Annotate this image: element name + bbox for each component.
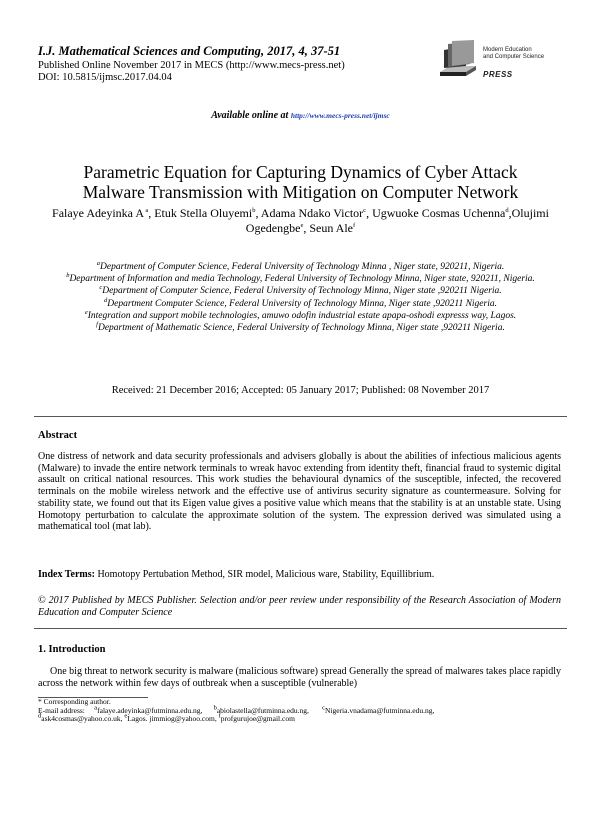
abstract-text: One distress of network and data security professionals and advisers globally is about the abilities of infectious malicious agents (Malware) to invade the entire network terminals to wreak havoc extending from identity theft, financial fraud to systemic digital assault on critical national resources. This work studies the behavioural dynamics of the susceptible, infected, the recovered terminals on the mobile wireless network and the effective use of antivirus security signature as countermeasure. Solving for stability state, we found out that its Eigen value gives a positive value which means that the stability is at an unstable state. Using Homotopy perturbation to calculate the approximate solution of the system. The expression derived was simulated using a mathematical tool (mat lab). xyxy=(38,451,561,533)
affiliation: $^b$Department of Information and media Technology, Federal University of Technology Minna, Niger state, 920211, Nigeria. xyxy=(66,272,535,285)
author: Etuk Stella Oluyemi$^b$, xyxy=(154,206,261,220)
author: Falaye Adeyinka A $^a$, xyxy=(52,206,155,220)
author: Olujimi Ogedengbe$^e$, xyxy=(245,206,549,235)
book-stack-icon xyxy=(436,40,480,80)
publisher-logo xyxy=(436,40,566,82)
logo-press: PRESS xyxy=(483,70,513,79)
journal-title: I.J. Mathematical Sciences and Computing, 2017, 4, 37-51 xyxy=(38,44,341,58)
email-list: $^d$ask4cosmas@yahoo.co.uk, $^e$Lagos. jimmiog@yahoo.com, $^f$profgurujoe@gmail.com xyxy=(38,712,295,724)
journal-url-link[interactable]: http://www.mecs-press.net/ijmsc xyxy=(290,111,390,120)
logo-text: Modern Education and Computer Science xyxy=(483,47,545,60)
published-line: Published Online November 2017 in MECS (http://www.mecs-press.net) xyxy=(38,60,345,71)
index-terms: Index Terms: Homotopy Pertubation Method, SIR model, Malicious ware, Stability, Equillibrium. xyxy=(38,569,435,580)
divider xyxy=(34,628,567,629)
affiliations xyxy=(30,261,571,334)
corresponding-author: * Corresponding author. xyxy=(38,697,111,706)
intro-text: One big threat to network security is malware (malicious software) spread Generally the spread of malwares takes place rapidly across the network within few days of outbreak when a susceptible (vulnerable) xyxy=(38,666,561,689)
available-online: Available online at http://www.mecs-press.net/ijmsc xyxy=(211,110,390,121)
affiliation: $^f$Department of Mathematic Science, Federal University of Technology Minna, Niger state ,920211 Nigeria. xyxy=(96,320,505,334)
author-list xyxy=(40,206,561,236)
paper-title: Parametric Equation for Capturing Dynamics of Cyber Attack Malware Transmission with Mitigation on Computer Network xyxy=(82,162,519,202)
author: Seun Ale$^f$ xyxy=(309,221,356,235)
abstract-heading: Abstract xyxy=(38,430,78,441)
affiliation: $^a$Department of Computer Science, Federal University of Technology Minna , Niger state, 920211, Nigeria. xyxy=(96,259,505,272)
affiliation: $^e$Integration and support mobile technologies, amuwo odofin industrial estate apapa-oshodi expresss way, Lagos. xyxy=(84,308,517,321)
email-list: E-mail address: $^a$falaye.adeyinka@futminna.edu.ng, $^b$abiolastella@futminna.edu.ng, $^c$Nigeria.vnadama@futminna.edu.ng, xyxy=(38,704,435,715)
doi-line: DOI: 10.5815/ijmsc.2017.04.04 xyxy=(38,72,172,83)
divider xyxy=(34,416,567,417)
author: Ugwuoke Cosmas Uchenna$^d$, xyxy=(372,206,512,220)
footnote xyxy=(38,698,561,724)
affiliation: $^d$Department Computer Science, Federal University of Technology Minna, Niger state ,920211 Nigeria. xyxy=(104,296,497,309)
author: Adama Ndako Victor$^c$, xyxy=(260,206,373,220)
copyright-notice: © 2017 Published by MECS Publisher. Selection and/or peer review under responsibility of the Research Association of Modern Education and Computer Science xyxy=(38,595,561,618)
affiliation: $^c$Department of Computer Science, Federal University of Technology Minna, Niger state ,920211 Nigeria. xyxy=(99,284,502,297)
intro-heading: 1. Introduction xyxy=(38,644,106,655)
dates-line: Received: 21 December 2016; Accepted: 05 January 2017; Published: 08 November 2017 xyxy=(111,385,490,396)
